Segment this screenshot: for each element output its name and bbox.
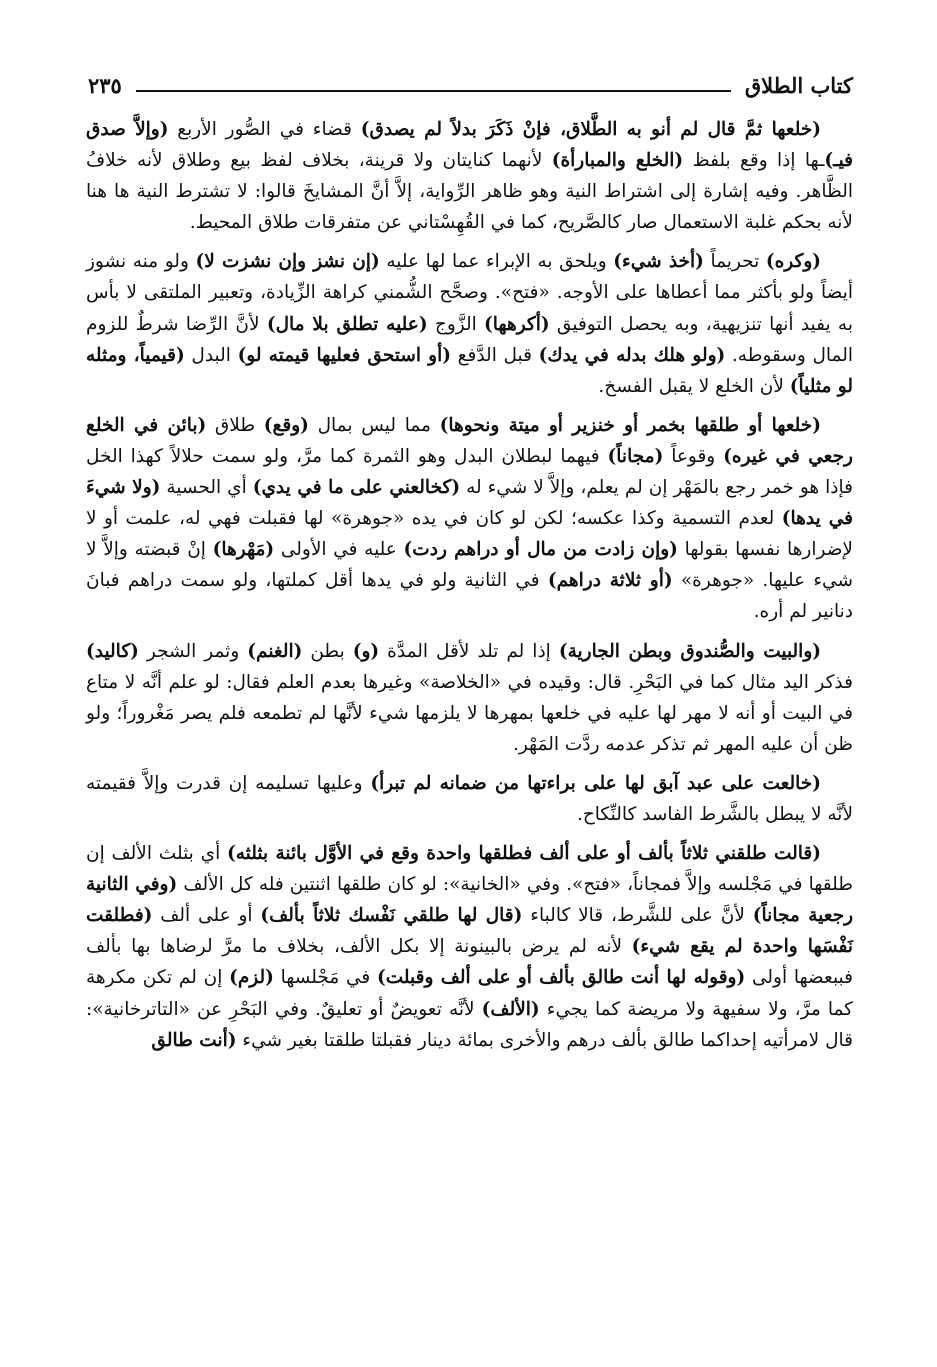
matn-text: (أخذ شيء) — [613, 251, 704, 273]
paragraph — [86, 114, 853, 238]
page-header — [88, 58, 853, 98]
sharh-text: أي بثلث الألف إن طلقها في مَجْلسه وإلاَّ فمجاناً، «فتح». وفي «الخانية»: لو كان طلقها اثنتين فله كل الألف — [86, 843, 853, 896]
matn-text: (كخالعني على ما في يدي) — [252, 477, 461, 499]
matn-text: (فطلقت نَفْسَها واحدة لم يقع شيء) — [86, 905, 853, 958]
sharh-text: إن لم تكن مكرهة كما مرَّ، ولا سفيهة ولا مريضة كما يجيء — [86, 967, 853, 1020]
matn-text: (الغنم) — [247, 640, 303, 662]
sharh-text: ويلحق به الإبراء عما لها عليه — [379, 251, 614, 273]
sharh-text: لأنَّ الرِّضا شرطٌ للزوم المال وسقوطه. — [86, 313, 853, 366]
sharh-text: مما ليس بمال — [308, 414, 440, 436]
sharh-text: لأنَّه تعويضٌ أو تعليقٌ. وفي البَحْرِ عن «التاترخانية»: قال لامرأتيه إحداكما طالق بألف درهم والأخرى بمائة دينار فقبلتا طلقتا بغير شيء — [86, 998, 853, 1051]
sharh-text: قضاء في الصُّور الأربع — [168, 119, 361, 140]
matn-text: (قيمياً، ومثله لو مثلياً) — [86, 344, 853, 397]
sharh-text: فيهما لبطلان البدل وهو الثمرة كما مرَّ، ولو سمت حلالاً كهذا الخل فإذا هو خمر رجع بالمَهْر إن لم يعلم، وإلاَّ لا شيء له — [86, 445, 853, 499]
sharh-text: في الثانية ولو في يدها أقل كملتها، ولو سمت دراهم فبانَ دنانير لم أره. — [86, 570, 853, 623]
sharh-text: تحريماً — [703, 251, 766, 273]
paragraph — [86, 768, 853, 830]
sharh-text: البدل — [184, 344, 238, 366]
matn-text: (وقع) — [263, 414, 309, 436]
sharh-text: وثمر الشجر — [138, 640, 248, 662]
sharh-text: لأنه لم يرض بالبينونة إلا بكل الألف، بخلاف ما مرَّ لرضاها بها بألف فببعضها أولى — [86, 936, 853, 989]
matn-text: (وكره) — [765, 251, 822, 273]
sharh-text: ولو منه نشوز أيضاً ولو بأكثر مما أعطاها على الأوجه. «فتح». وصحَّح الشُّمني كراهة الزِّيادة، وتعبير الملتقى لا بأس به يفيد أنها تنزيهية، وبه يحصل التوفيق — [86, 251, 854, 335]
matn-text: (أنت طالق — [151, 1029, 237, 1051]
paragraph — [86, 636, 853, 760]
page-number: ٢٣٥ — [88, 73, 122, 98]
sharh-text: قبل الدَّفع — [451, 344, 539, 366]
matn-text: (و) — [352, 640, 380, 662]
sharh-text: إنْ قبضته وإلاَّ لا شيء عليها. «جوهرة» — [86, 539, 853, 592]
sharh-text: في مَجْلسها — [273, 967, 377, 989]
sharh-text: لعدم التسمية وكذا عكسه؛ لكن لو كان في يده «جوهرة» لها فقبلت فهي له، علمت أو لا لإضرارها نفسها بقولها — [86, 508, 853, 561]
matn-text: (وإن زادت من مال أو دراهم ردت) — [403, 539, 678, 561]
sharh-text: أو على ألف — [152, 905, 261, 927]
matn-text: (أو ثلاثة دراهم) — [547, 570, 673, 592]
matn-text: (مَهْرها) — [212, 539, 275, 561]
matn-text: (ولا شيءَ في يدها) — [86, 477, 853, 530]
sharh-text: وقوعاً — [663, 445, 724, 467]
sharh-text: إذا لم تلد لأقل المدَّة — [379, 640, 559, 662]
matn-text: (عليه تطلق بلا مال) — [266, 313, 428, 335]
matn-text: (خلعها ثمَّ قال لم أنو به الطَّلاق، فإنْ ذَكَرَ بدلاً لم يصدق) — [360, 119, 822, 140]
sharh-text: لأن الخلع لا يقبل الفسخ. — [598, 375, 790, 397]
paragraph — [86, 838, 853, 1056]
matn-text: (ولو هلك بدله في يدك) — [538, 344, 726, 366]
matn-text: (خلعها أو طلقها بخمر أو خنزير أو ميتة ونحوها) — [439, 414, 821, 436]
sharh-text: فذكر اليد مثال كما في البَحْرِ. قال: وقيده في «الخلاصة» وغيرها بعدم العلم فقال: لو علم أنَّه لا متاع في البيت أو أنه لا مهر لها عليه في خلعها بمهرها لا يلزمها شيء لأنَّها لم تطمعه فلم يصر مَغْروراً؛ ولو ظن أن عليه المهر ثم تذكر عدمه ردَّت المَهْر. — [86, 671, 853, 755]
matn-text: (قال لها طلقي نَفْسك ثلاثاً بألف) — [260, 905, 523, 927]
sharh-text: ـها إذا وقع بلفظ — [683, 150, 825, 172]
matn-text: (وفي الثانية رجعية مجاناً) — [86, 874, 854, 927]
chapter-title: كتاب الطلاق — [744, 73, 853, 98]
sharh-text: بطن — [302, 640, 353, 662]
matn-text: (وقوله لها أنت طالق بألف أو على ألف وقبلت) — [377, 967, 746, 989]
matn-text: (خالعت على عبد آبق لها على براءتها من ضمانه لم تبرأ) — [370, 772, 821, 794]
header-rule — [136, 90, 731, 92]
sharh-text: أي الحسية — [160, 477, 253, 499]
matn-text: (مجاناً) — [607, 445, 664, 467]
matn-text: (وإلاَّ صدق فيـ) — [86, 119, 854, 172]
sharh-text: لأنَّ على للشَّرط، قالا كالباء — [522, 905, 753, 927]
sharh-text: الزَّوج — [427, 313, 485, 335]
matn-text: (بائن في الخلع رجعي في غيره) — [86, 414, 853, 467]
matn-text: (إن نشز وإن نشزت لا) — [195, 251, 380, 273]
sharh-text: وعليها تسليمه إن قدرت وإلاَّ فقيمته لأنَّه لا يبطل بالشَّرط الفاسد كالنِّكاح. — [86, 772, 853, 825]
matn-text: (الألف) — [481, 998, 540, 1020]
paragraph — [86, 246, 853, 401]
matn-text: (قالت طلقني ثلاثاً بألف أو على ألف فطلقها واحدة وقع في الأوَّل بائنة بثلثه) — [227, 843, 822, 865]
matn-text: (أو استحق فعليها قيمته لو) — [237, 344, 452, 366]
body-text — [86, 114, 853, 1064]
matn-text: (أكرهها) — [484, 313, 550, 335]
sharh-text: عليه في الأولى — [274, 539, 404, 561]
sharh-text: طلاق — [206, 414, 264, 436]
paragraph — [86, 410, 853, 628]
matn-text: (والبيت والصُّندوق وبطن الجارية) — [558, 640, 822, 662]
matn-text: (كاليد) — [86, 640, 139, 662]
sharh-text: لأنهما كنايتان ولا قرينة، بخلاف لفظ بيع وطلاق لأنه خلافُ الظَّاهر. وفيه إشارة إلى اشتراط النية وهو ظاهر الرِّواية، إلاَّ أنَّ المشايخَ قالوا: لا تشترط النية ها هنا لأنه بحكم غلبة الاستعمال صار كالصَّريح، كما في القُهِسْتاني عن متفرقات طلاق المحيط. — [86, 150, 853, 234]
matn-text: (الخلع والمبارأة) — [551, 150, 684, 172]
matn-text: (لزم) — [229, 967, 274, 989]
